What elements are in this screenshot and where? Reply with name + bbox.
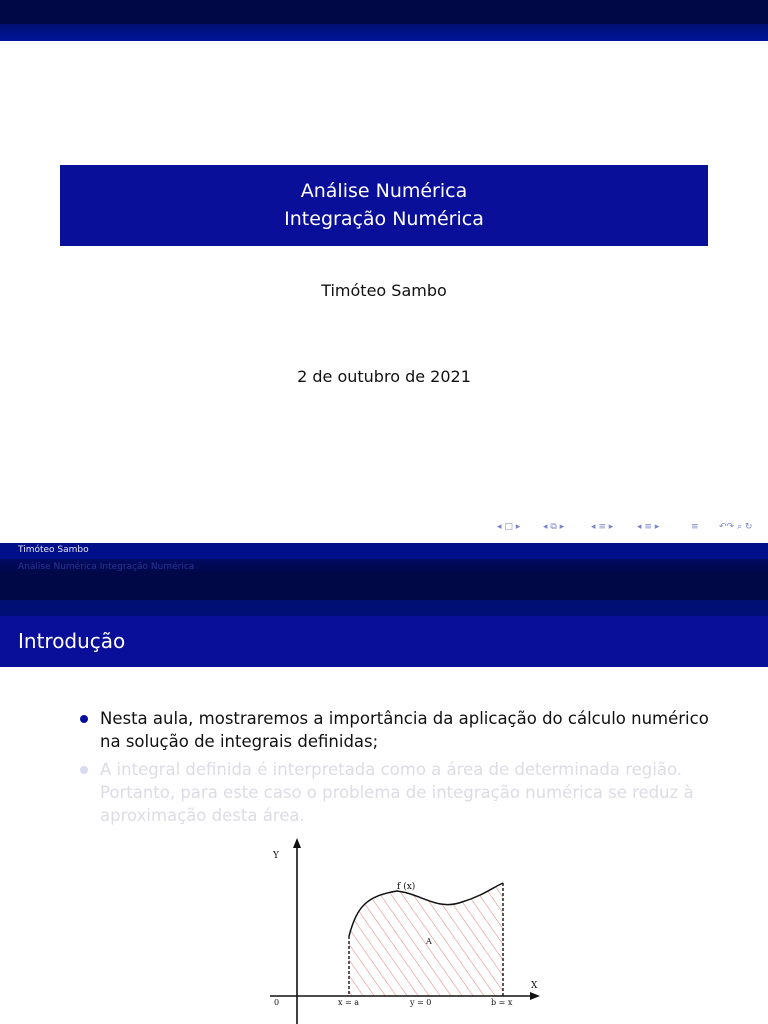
header-bar [0, 576, 768, 616]
presentation-title: Análise Numérica [300, 180, 468, 202]
origin-label: 0 [274, 998, 280, 1007]
bullet-icon [80, 715, 88, 723]
nav-search-icon[interactable]: ↶↷ ⌕ ↻ [719, 522, 753, 532]
upper-bound-label: b = x [491, 998, 513, 1007]
beamer-navigation [497, 522, 763, 536]
integral-area-figure [262, 836, 552, 1024]
nav-frame-icon[interactable]: ◂ □ ▸ [497, 522, 521, 532]
bullet-list [78, 707, 718, 832]
frame-title: Introdução [18, 629, 126, 653]
nav-subsection-icon[interactable]: ◂ ⧉ ▸ [543, 522, 565, 532]
lower-bound-label: x = a [338, 998, 360, 1007]
nav-section-next-icon[interactable]: ◂ ≡ ▸ [637, 522, 660, 532]
author: Timóteo Sambo [321, 281, 447, 300]
header-bar [0, 0, 768, 41]
bullet-text: Nesta aula, mostraremos a importância da aplicação do cálculo numérico na solução de integrais definidas; [100, 709, 709, 751]
list-item [78, 758, 718, 827]
presentation-subtitle: Integração Numérica [284, 208, 484, 230]
footer-author: Timóteo Sambo [18, 545, 89, 555]
footer-bar [0, 543, 768, 576]
nav-align-icon[interactable]: ≡ [691, 522, 699, 532]
x-axis-y0-label: y = 0 [410, 998, 432, 1007]
x-axis-label: X [531, 981, 538, 991]
y-axis-label: Y [273, 851, 279, 861]
y-axis-arrow-icon [293, 838, 301, 848]
curve-label: f (x) [397, 882, 416, 892]
footer-title: Análise Numérica Integração Numérica [18, 562, 195, 572]
frame-title-bar [0, 616, 768, 667]
area-label: A [426, 937, 432, 946]
x-axis-arrow-icon [530, 992, 540, 1000]
title-block [60, 165, 708, 246]
bullet-text: A integral definida é interpretada como a área de determinada região. Portanto, para este caso o problema de integração numérica se reduz à aproximação desta área. [100, 760, 694, 825]
list-item [78, 707, 718, 753]
date: 2 de outubro de 2021 [297, 367, 471, 386]
nav-section-icon[interactable]: ◂ ≡ ▸ [591, 522, 614, 532]
bullet-icon [80, 766, 88, 774]
